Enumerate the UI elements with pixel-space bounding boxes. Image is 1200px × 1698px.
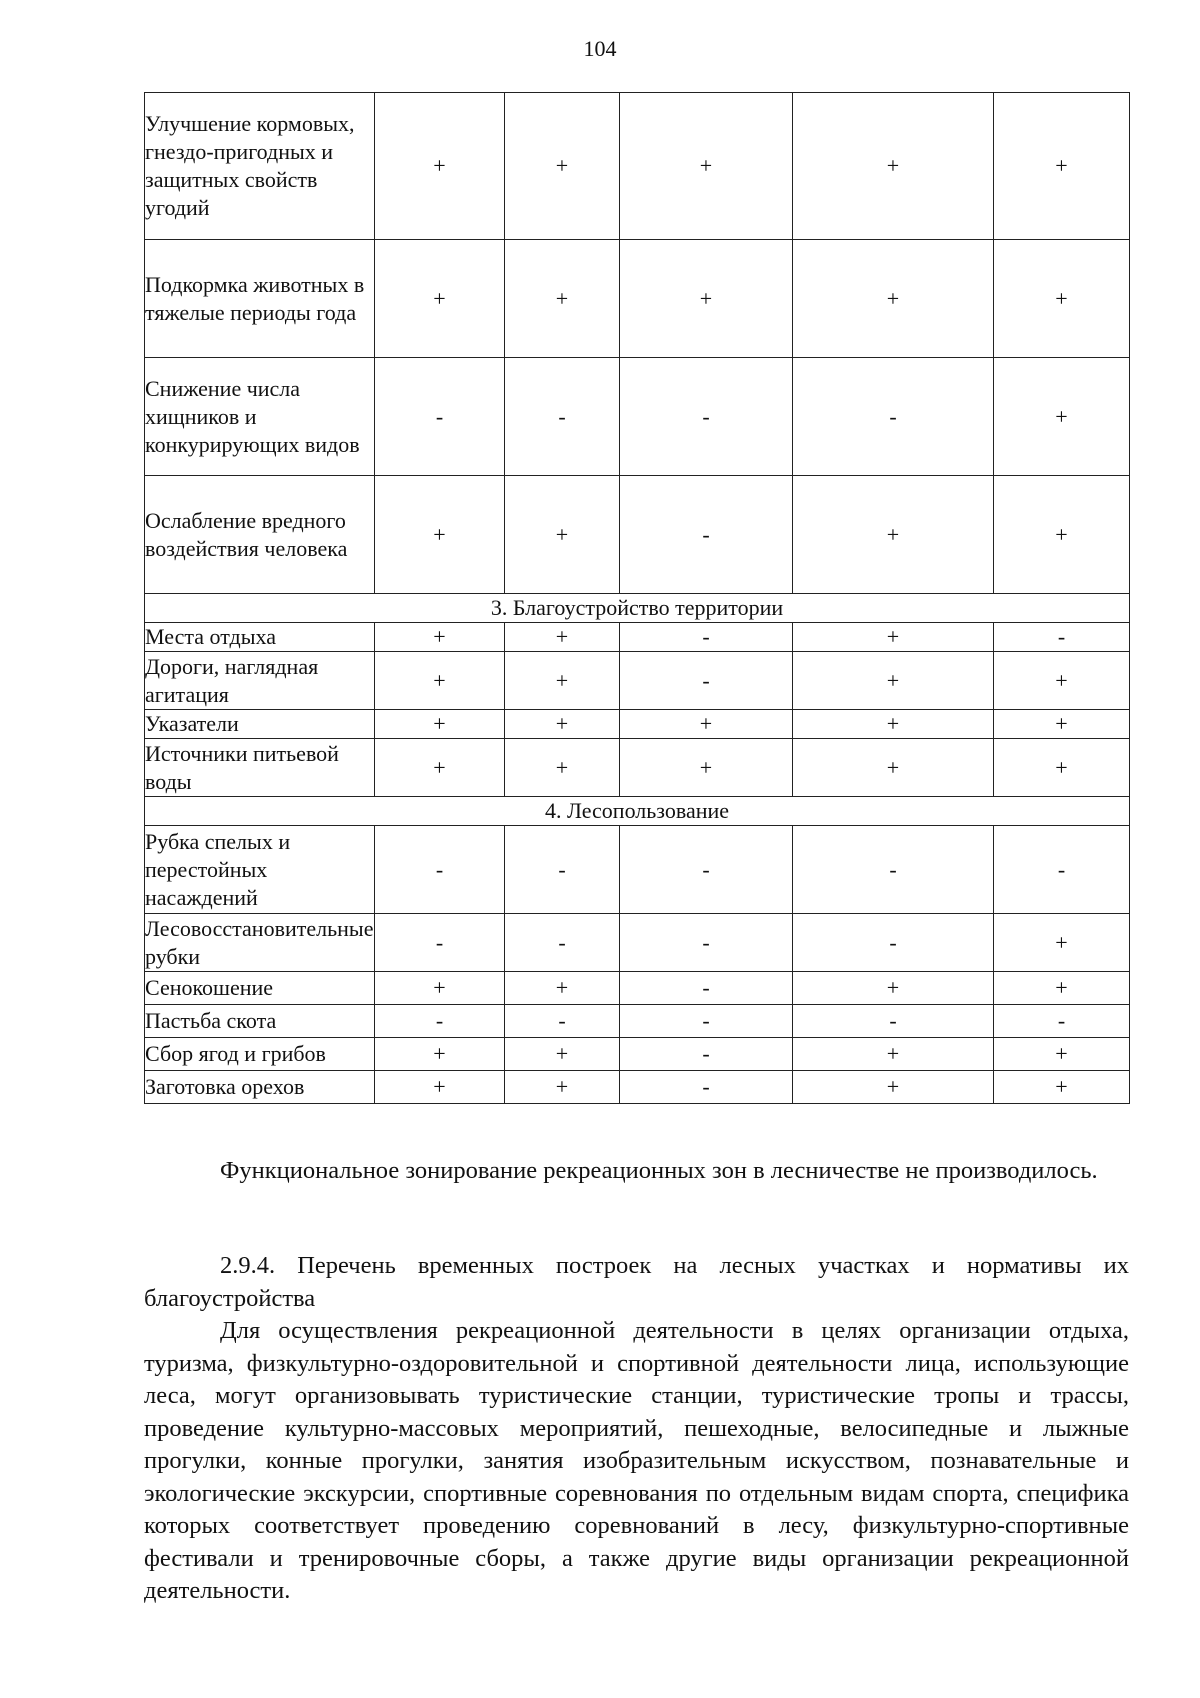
mark-cell: - bbox=[620, 914, 793, 972]
mark-cell: + bbox=[505, 710, 620, 739]
measure-label: Места отдыха bbox=[145, 623, 375, 652]
table-row bbox=[145, 739, 1130, 797]
table-row bbox=[145, 710, 1130, 739]
page-number: 104 bbox=[583, 36, 617, 61]
mark-cell: - bbox=[793, 826, 994, 914]
measure-label: Сенокошение bbox=[145, 972, 375, 1005]
table-row bbox=[145, 623, 1130, 652]
mark-cell: + bbox=[793, 623, 994, 652]
table-row bbox=[145, 914, 1130, 972]
mark-cell: + bbox=[505, 623, 620, 652]
table-row bbox=[145, 1005, 1130, 1038]
mark-cell: - bbox=[994, 623, 1130, 652]
mark-cell: + bbox=[375, 1038, 505, 1071]
mark-cell: + bbox=[375, 739, 505, 797]
mark-cell: + bbox=[793, 710, 994, 739]
mark-cell: - bbox=[375, 914, 505, 972]
mark-cell: + bbox=[793, 1071, 994, 1104]
body-paragraph: Для осуществления рекреационной деятельности в целях организации отдыха, туризма, физкультурно-оздоровительной и спортивной деятельности лица, использующие леса, могут организовывать туристические станции, туристические тропы и трассы, проведение культурно-массовых мероприятий, пешеходные, велосипедные и лыжные прогулки, конные прогулки, занятия изобразительным искусством, познавательные и экологические экскурсии, спортивные соревнования по отдельным видам спорта, специфика которых соответствует проведению соревнований в лесу, физкультурно-спортивные фестивали и тренировочные сборы, а также другие виды организации рекреационной деятельности. bbox=[144, 1317, 1129, 1604]
mark-cell: - bbox=[375, 1005, 505, 1038]
mark-cell: + bbox=[793, 1038, 994, 1071]
mark-cell: - bbox=[505, 914, 620, 972]
mark-cell: + bbox=[994, 739, 1130, 797]
section-heading: 2.9.4. Перечень временных построек на лесных участках и нормативы их благоустройства bbox=[144, 1252, 1129, 1312]
mark-cell: - bbox=[505, 358, 620, 476]
mark-cell: + bbox=[994, 476, 1130, 594]
mark-cell: + bbox=[793, 652, 994, 710]
mark-cell: + bbox=[994, 914, 1130, 972]
table-row bbox=[145, 476, 1130, 594]
measure-label: Ослабление вредного воздействия человека bbox=[145, 476, 375, 594]
mark-cell: - bbox=[994, 826, 1130, 914]
mark-cell: + bbox=[505, 739, 620, 797]
table-row bbox=[145, 240, 1130, 358]
table-row bbox=[145, 972, 1130, 1005]
mark-cell: - bbox=[994, 1005, 1130, 1038]
measure-label: Снижение числа хищников и конкурирующих видов bbox=[145, 358, 375, 476]
mark-cell: - bbox=[793, 358, 994, 476]
mark-cell: - bbox=[375, 358, 505, 476]
measure-label: Лесовосстановительные рубки bbox=[145, 914, 375, 972]
measure-label: Подкормка животных в тяжелые периоды года bbox=[145, 240, 375, 358]
measure-label: Пастьба скота bbox=[145, 1005, 375, 1038]
section-row bbox=[145, 797, 1130, 826]
measure-label: Источники питьевой воды bbox=[145, 739, 375, 797]
mark-cell: + bbox=[375, 93, 505, 240]
mark-cell: + bbox=[505, 476, 620, 594]
mark-cell: + bbox=[994, 93, 1130, 240]
mark-cell: - bbox=[505, 1005, 620, 1038]
section-row bbox=[145, 594, 1130, 623]
table-row bbox=[145, 358, 1130, 476]
mark-cell: + bbox=[505, 1038, 620, 1071]
table-row bbox=[145, 93, 1130, 240]
mark-cell: - bbox=[620, 358, 793, 476]
mark-cell: - bbox=[620, 972, 793, 1005]
mark-cell: + bbox=[994, 1038, 1130, 1071]
mark-cell: - bbox=[620, 1005, 793, 1038]
mark-cell: + bbox=[793, 972, 994, 1005]
mark-cell: + bbox=[375, 476, 505, 594]
mark-cell: + bbox=[620, 739, 793, 797]
mark-cell: + bbox=[793, 739, 994, 797]
zoning-paragraph: Функциональное зонирование рекреационных зон в лесничестве не производилось. bbox=[220, 1157, 1098, 1184]
mark-cell: - bbox=[620, 1038, 793, 1071]
mark-cell: - bbox=[375, 826, 505, 914]
mark-cell: - bbox=[793, 914, 994, 972]
mark-cell: + bbox=[620, 240, 793, 358]
mark-cell: + bbox=[793, 93, 994, 240]
mark-cell: - bbox=[505, 826, 620, 914]
mark-cell: + bbox=[375, 652, 505, 710]
mark-cell: + bbox=[994, 240, 1130, 358]
table-row bbox=[145, 826, 1130, 914]
table-row bbox=[145, 1038, 1130, 1071]
mark-cell: + bbox=[375, 240, 505, 358]
mark-cell: + bbox=[505, 240, 620, 358]
recreation-measures-table bbox=[144, 92, 1130, 1104]
table-row bbox=[145, 652, 1130, 710]
measure-label: Указатели bbox=[145, 710, 375, 739]
mark-cell: + bbox=[793, 476, 994, 594]
mark-cell: + bbox=[505, 972, 620, 1005]
mark-cell: + bbox=[505, 1071, 620, 1104]
measure-label: Сбор ягод и грибов bbox=[145, 1038, 375, 1071]
mark-cell: - bbox=[620, 1071, 793, 1104]
mark-cell: + bbox=[994, 652, 1130, 710]
measure-label: Рубка спелых и перестойных насаждений bbox=[145, 826, 375, 914]
mark-cell: - bbox=[620, 623, 793, 652]
measure-label: Дороги, наглядная агитация bbox=[145, 652, 375, 710]
measure-label: Улучшение кормовых, гнездо-пригодных и защитных свойств угодий bbox=[145, 93, 375, 240]
mark-cell: + bbox=[793, 240, 994, 358]
mark-cell: + bbox=[375, 972, 505, 1005]
table-body bbox=[145, 93, 1130, 1104]
mark-cell: + bbox=[994, 972, 1130, 1005]
mark-cell: + bbox=[505, 652, 620, 710]
mark-cell: - bbox=[793, 1005, 994, 1038]
mark-cell: - bbox=[620, 476, 793, 594]
mark-cell: - bbox=[620, 652, 793, 710]
section-title: 3. Благоустройство территории bbox=[145, 594, 1130, 623]
mark-cell: + bbox=[375, 623, 505, 652]
mark-cell: + bbox=[375, 1071, 505, 1104]
mark-cell: + bbox=[505, 93, 620, 240]
mark-cell: - bbox=[620, 826, 793, 914]
mark-cell: + bbox=[620, 710, 793, 739]
measure-label: Заготовка орехов bbox=[145, 1071, 375, 1104]
table-row bbox=[145, 1071, 1130, 1104]
mark-cell: + bbox=[620, 93, 793, 240]
mark-cell: + bbox=[375, 710, 505, 739]
mark-cell: + bbox=[994, 358, 1130, 476]
mark-cell: + bbox=[994, 710, 1130, 739]
section-title: 4. Лесопользование bbox=[145, 797, 1130, 826]
mark-cell: + bbox=[994, 1071, 1130, 1104]
